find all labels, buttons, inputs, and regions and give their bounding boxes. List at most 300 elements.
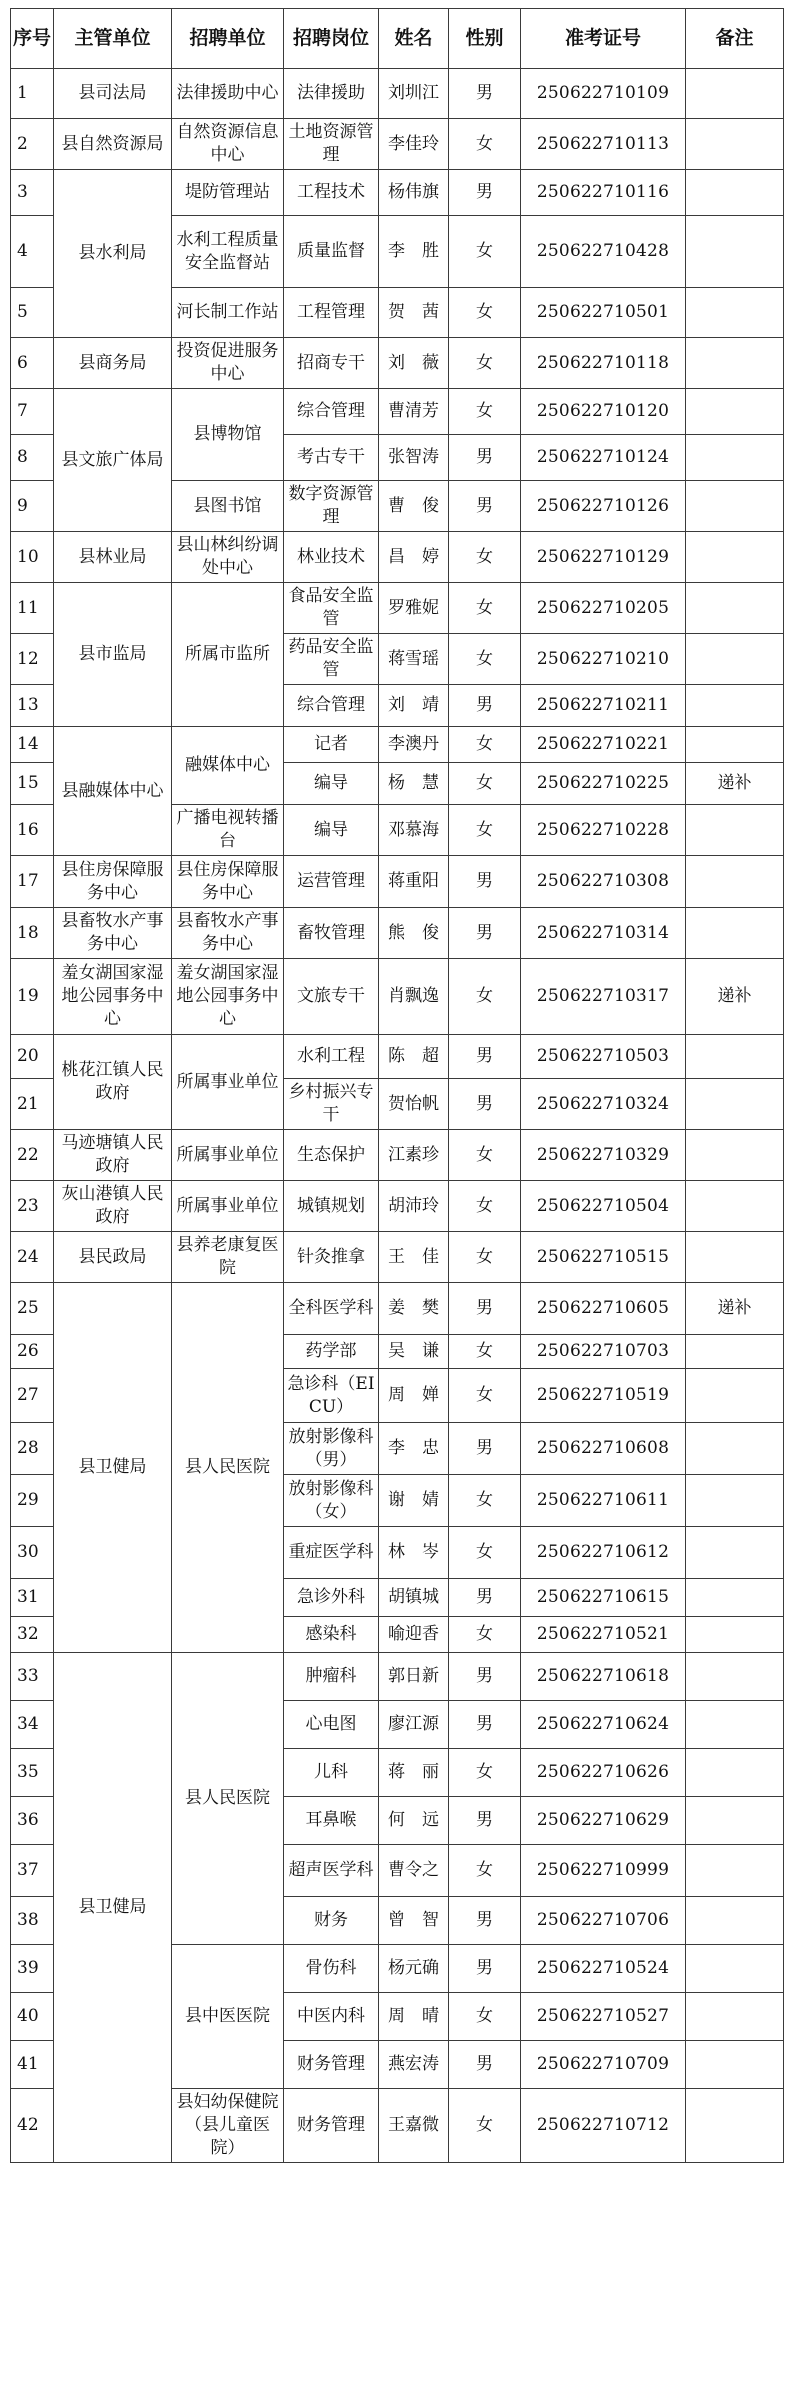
seq-cell: 35	[11, 1749, 54, 1797]
unit-cell: 县养老康复医院	[172, 1232, 284, 1283]
unit-cell: 所属市监所	[172, 583, 284, 727]
gender-cell: 女	[449, 119, 521, 170]
gender-cell: 女	[449, 1527, 521, 1579]
exam-cell: 250622710703	[521, 1335, 686, 1369]
note-cell	[686, 1653, 784, 1701]
note-cell	[686, 69, 784, 119]
exam-cell: 250622710503	[521, 1035, 686, 1079]
post-cell: 考古专干	[284, 435, 379, 481]
table-row	[11, 1130, 784, 1181]
unit-cell: 县人民医院	[172, 1653, 284, 1945]
gender-cell: 女	[449, 763, 521, 805]
dept-cell: 县市监局	[54, 583, 172, 727]
seq-cell: 17	[11, 856, 54, 908]
gender-cell: 男	[449, 1035, 521, 1079]
note-cell	[686, 1423, 784, 1475]
gender-cell: 女	[449, 2089, 521, 2163]
gender-cell: 男	[449, 170, 521, 216]
table-row	[11, 908, 784, 959]
post-cell: 文旅专干	[284, 959, 379, 1035]
table-row	[11, 1653, 784, 1701]
gender-cell: 女	[449, 1993, 521, 2041]
seq-cell: 40	[11, 1993, 54, 2041]
name-cell: 胡沛玲	[379, 1181, 449, 1232]
dept-cell: 县文旅广体局	[54, 389, 172, 532]
note-cell	[686, 1993, 784, 2041]
dept-cell: 马迹塘镇人民政府	[54, 1130, 172, 1181]
post-cell: 放射影像科（女）	[284, 1475, 379, 1527]
unit-cell: 所属事业单位	[172, 1181, 284, 1232]
note-cell	[686, 1475, 784, 1527]
note-cell: 递补	[686, 1283, 784, 1335]
post-cell: 感染科	[284, 1617, 379, 1653]
seq-cell: 34	[11, 1701, 54, 1749]
seq-cell: 5	[11, 288, 54, 338]
exam-cell: 250622710618	[521, 1653, 686, 1701]
gender-cell: 女	[449, 532, 521, 583]
name-cell: 李 忠	[379, 1423, 449, 1475]
post-cell: 林业技术	[284, 532, 379, 583]
header-row	[11, 9, 784, 69]
unit-cell: 所属事业单位	[172, 1130, 284, 1181]
post-cell: 中医内科	[284, 1993, 379, 2041]
seq-cell: 38	[11, 1897, 54, 1945]
name-cell: 李 胜	[379, 216, 449, 288]
note-cell	[686, 481, 784, 532]
gender-cell: 男	[449, 685, 521, 727]
seq-cell: 23	[11, 1181, 54, 1232]
note-cell	[686, 435, 784, 481]
exam-cell: 250622710109	[521, 69, 686, 119]
note-cell	[686, 1369, 784, 1423]
name-cell: 熊 俊	[379, 908, 449, 959]
post-cell: 畜牧管理	[284, 908, 379, 959]
seq-cell: 33	[11, 1653, 54, 1701]
post-cell: 生态保护	[284, 1130, 379, 1181]
seq-cell: 14	[11, 727, 54, 763]
name-cell: 王嘉微	[379, 2089, 449, 2163]
name-cell: 杨 慧	[379, 763, 449, 805]
table-row	[11, 1035, 784, 1079]
name-cell: 罗雅妮	[379, 583, 449, 634]
post-cell: 法律援助	[284, 69, 379, 119]
post-cell: 药学部	[284, 1335, 379, 1369]
seq-cell: 24	[11, 1232, 54, 1283]
unit-cell: 县博物馆	[172, 389, 284, 481]
gender-cell: 女	[449, 288, 521, 338]
unit-cell: 羞女湖国家湿地公园事务中心	[172, 959, 284, 1035]
gender-cell: 女	[449, 1335, 521, 1369]
post-cell: 运营管理	[284, 856, 379, 908]
note-cell	[686, 634, 784, 685]
exam-cell: 250622710205	[521, 583, 686, 634]
gender-cell: 女	[449, 216, 521, 288]
name-cell: 曾 智	[379, 1897, 449, 1945]
post-cell: 急诊外科	[284, 1579, 379, 1617]
seq-cell: 15	[11, 763, 54, 805]
exam-cell: 250622710126	[521, 481, 686, 532]
seq-cell: 6	[11, 338, 54, 389]
header-exam: 准考证号	[521, 9, 686, 69]
seq-cell: 42	[11, 2089, 54, 2163]
gender-cell: 男	[449, 1079, 521, 1130]
name-cell: 曹令之	[379, 1845, 449, 1897]
exam-cell: 250622710225	[521, 763, 686, 805]
name-cell: 李澳丹	[379, 727, 449, 763]
exam-cell: 250622710519	[521, 1369, 686, 1423]
post-cell: 财务管理	[284, 2089, 379, 2163]
unit-cell: 县人民医院	[172, 1283, 284, 1653]
note-cell	[686, 1079, 784, 1130]
unit-cell: 河长制工作站	[172, 288, 284, 338]
table-row	[11, 856, 784, 908]
note-cell	[686, 727, 784, 763]
exam-cell: 250622710221	[521, 727, 686, 763]
table-row	[11, 119, 784, 170]
unit-cell: 投资促进服务中心	[172, 338, 284, 389]
post-cell: 数字资源管理	[284, 481, 379, 532]
name-cell: 江素珍	[379, 1130, 449, 1181]
table-body	[11, 69, 784, 2163]
seq-cell: 13	[11, 685, 54, 727]
unit-cell: 自然资源信息中心	[172, 119, 284, 170]
note-cell	[686, 856, 784, 908]
note-cell	[686, 1749, 784, 1797]
exam-cell: 250622710308	[521, 856, 686, 908]
name-cell: 邓慕海	[379, 805, 449, 856]
exam-cell: 250622710129	[521, 532, 686, 583]
name-cell: 张智涛	[379, 435, 449, 481]
note-cell	[686, 2089, 784, 2163]
exam-cell: 250622710999	[521, 1845, 686, 1897]
unit-cell: 融媒体中心	[172, 727, 284, 805]
unit-cell: 县妇幼保健院（县儿童医院）	[172, 2089, 284, 2163]
post-cell: 工程管理	[284, 288, 379, 338]
exam-cell: 250622710116	[521, 170, 686, 216]
table-row	[11, 69, 784, 119]
note-cell	[686, 2041, 784, 2089]
note-cell: 递补	[686, 959, 784, 1035]
dept-cell: 县自然资源局	[54, 119, 172, 170]
unit-cell: 县住房保障服务中心	[172, 856, 284, 908]
post-cell: 肿瘤科	[284, 1653, 379, 1701]
seq-cell: 27	[11, 1369, 54, 1423]
post-cell: 城镇规划	[284, 1181, 379, 1232]
name-cell: 刘 靖	[379, 685, 449, 727]
name-cell: 何 远	[379, 1797, 449, 1845]
name-cell: 刘 薇	[379, 338, 449, 389]
exam-cell: 250622710706	[521, 1897, 686, 1945]
note-cell	[686, 170, 784, 216]
gender-cell: 女	[449, 1617, 521, 1653]
unit-cell: 所属事业单位	[172, 1035, 284, 1130]
exam-cell: 250622710324	[521, 1079, 686, 1130]
post-cell: 儿科	[284, 1749, 379, 1797]
exam-cell: 250622710521	[521, 1617, 686, 1653]
post-cell: 超声医学科	[284, 1845, 379, 1897]
exam-cell: 250622710211	[521, 685, 686, 727]
dept-cell: 桃花江镇人民政府	[54, 1035, 172, 1130]
table-row	[11, 170, 784, 216]
name-cell: 林 岑	[379, 1527, 449, 1579]
note-cell	[686, 685, 784, 727]
note-cell	[686, 583, 784, 634]
seq-cell: 37	[11, 1845, 54, 1897]
exam-cell: 250622710712	[521, 2089, 686, 2163]
dept-cell: 县畜牧水产事务中心	[54, 908, 172, 959]
table-row	[11, 959, 784, 1035]
dept-cell: 县林业局	[54, 532, 172, 583]
exam-cell: 250622710428	[521, 216, 686, 288]
exam-cell: 250622710314	[521, 908, 686, 959]
seq-cell: 41	[11, 2041, 54, 2089]
dept-cell: 县司法局	[54, 69, 172, 119]
post-cell: 重症医学科	[284, 1527, 379, 1579]
header-gender: 性别	[449, 9, 521, 69]
exam-cell: 250622710612	[521, 1527, 686, 1579]
post-cell: 财务	[284, 1897, 379, 1945]
gender-cell: 男	[449, 1945, 521, 1993]
post-cell: 招商专干	[284, 338, 379, 389]
exam-cell: 250622710709	[521, 2041, 686, 2089]
exam-cell: 250622710524	[521, 1945, 686, 1993]
gender-cell: 男	[449, 1897, 521, 1945]
exam-cell: 250622710515	[521, 1232, 686, 1283]
dept-cell: 县商务局	[54, 338, 172, 389]
post-cell: 综合管理	[284, 685, 379, 727]
post-cell: 记者	[284, 727, 379, 763]
exam-cell: 250622710626	[521, 1749, 686, 1797]
post-cell: 综合管理	[284, 389, 379, 435]
gender-cell: 女	[449, 389, 521, 435]
post-cell: 急诊科（EICU）	[284, 1369, 379, 1423]
seq-cell: 18	[11, 908, 54, 959]
exam-cell: 250622710124	[521, 435, 686, 481]
gender-cell: 女	[449, 1232, 521, 1283]
name-cell: 胡镇城	[379, 1579, 449, 1617]
gender-cell: 男	[449, 1283, 521, 1335]
dept-cell: 县卫健局	[54, 1283, 172, 1653]
unit-cell: 县畜牧水产事务中心	[172, 908, 284, 959]
exam-cell: 250622710615	[521, 1579, 686, 1617]
seq-cell: 3	[11, 170, 54, 216]
unit-cell: 水利工程质量安全监督站	[172, 216, 284, 288]
seq-cell: 20	[11, 1035, 54, 1079]
name-cell: 吴 谦	[379, 1335, 449, 1369]
gender-cell: 女	[449, 959, 521, 1035]
dept-cell: 县水利局	[54, 170, 172, 338]
dept-cell: 灰山港镇人民政府	[54, 1181, 172, 1232]
header-post: 招聘岗位	[284, 9, 379, 69]
name-cell: 周 晴	[379, 1993, 449, 2041]
results-table	[10, 8, 784, 2163]
gender-cell: 男	[449, 481, 521, 532]
gender-cell: 女	[449, 727, 521, 763]
seq-cell: 29	[11, 1475, 54, 1527]
gender-cell: 女	[449, 1749, 521, 1797]
name-cell: 昌 婷	[379, 532, 449, 583]
seq-cell: 30	[11, 1527, 54, 1579]
name-cell: 曹清芳	[379, 389, 449, 435]
note-cell	[686, 1579, 784, 1617]
gender-cell: 女	[449, 1475, 521, 1527]
note-cell	[686, 1130, 784, 1181]
post-cell: 水利工程	[284, 1035, 379, 1079]
exam-cell: 250622710228	[521, 805, 686, 856]
name-cell: 杨元确	[379, 1945, 449, 1993]
unit-cell: 县山林纠纷调处中心	[172, 532, 284, 583]
seq-cell: 16	[11, 805, 54, 856]
post-cell: 编导	[284, 805, 379, 856]
note-cell	[686, 1797, 784, 1845]
seq-cell: 12	[11, 634, 54, 685]
note-cell: 递补	[686, 763, 784, 805]
post-cell: 放射影像科（男）	[284, 1423, 379, 1475]
table-row	[11, 532, 784, 583]
gender-cell: 男	[449, 69, 521, 119]
table-row	[11, 1232, 784, 1283]
dept-cell: 县民政局	[54, 1232, 172, 1283]
exam-cell: 250622710611	[521, 1475, 686, 1527]
table-row	[11, 583, 784, 634]
exam-cell: 250622710624	[521, 1701, 686, 1749]
seq-cell: 2	[11, 119, 54, 170]
note-cell	[686, 1035, 784, 1079]
name-cell: 陈 超	[379, 1035, 449, 1079]
unit-cell: 县图书馆	[172, 481, 284, 532]
gender-cell: 男	[449, 1653, 521, 1701]
name-cell: 喻迎香	[379, 1617, 449, 1653]
post-cell: 食品安全监管	[284, 583, 379, 634]
gender-cell: 女	[449, 1181, 521, 1232]
seq-cell: 1	[11, 69, 54, 119]
note-cell	[686, 1845, 784, 1897]
post-cell: 药品安全监管	[284, 634, 379, 685]
post-cell: 工程技术	[284, 170, 379, 216]
post-cell: 针灸推拿	[284, 1232, 379, 1283]
gender-cell: 女	[449, 1130, 521, 1181]
seq-cell: 31	[11, 1579, 54, 1617]
gender-cell: 女	[449, 583, 521, 634]
post-cell: 骨伤科	[284, 1945, 379, 1993]
name-cell: 蒋重阳	[379, 856, 449, 908]
unit-cell: 堤防管理站	[172, 170, 284, 216]
unit-cell: 法律援助中心	[172, 69, 284, 119]
name-cell: 郭日新	[379, 1653, 449, 1701]
note-cell	[686, 1527, 784, 1579]
seq-cell: 22	[11, 1130, 54, 1181]
exam-cell: 250622710629	[521, 1797, 686, 1845]
dept-cell: 县卫健局	[54, 1653, 172, 2163]
header-seq: 序号	[11, 9, 54, 69]
unit-cell: 广播电视转播台	[172, 805, 284, 856]
name-cell: 廖江源	[379, 1701, 449, 1749]
note-cell	[686, 216, 784, 288]
name-cell: 刘圳江	[379, 69, 449, 119]
table-row	[11, 1283, 784, 1335]
gender-cell: 女	[449, 805, 521, 856]
gender-cell: 男	[449, 1579, 521, 1617]
table-row	[11, 727, 784, 763]
gender-cell: 男	[449, 2041, 521, 2089]
seq-cell: 26	[11, 1335, 54, 1369]
name-cell: 曹 俊	[379, 481, 449, 532]
note-cell	[686, 1181, 784, 1232]
exam-cell: 250622710118	[521, 338, 686, 389]
exam-cell: 250622710210	[521, 634, 686, 685]
note-cell	[686, 908, 784, 959]
exam-cell: 250622710605	[521, 1283, 686, 1335]
note-cell	[686, 1945, 784, 1993]
gender-cell: 男	[449, 908, 521, 959]
gender-cell: 女	[449, 1845, 521, 1897]
exam-cell: 250622710608	[521, 1423, 686, 1475]
note-cell	[686, 338, 784, 389]
name-cell: 贺怡帆	[379, 1079, 449, 1130]
note-cell	[686, 119, 784, 170]
seq-cell: 32	[11, 1617, 54, 1653]
gender-cell: 女	[449, 338, 521, 389]
gender-cell: 男	[449, 1797, 521, 1845]
table-row	[11, 338, 784, 389]
dept-cell: 县融媒体中心	[54, 727, 172, 856]
note-cell	[686, 532, 784, 583]
table-row	[11, 1181, 784, 1232]
name-cell: 王 佳	[379, 1232, 449, 1283]
seq-cell: 11	[11, 583, 54, 634]
seq-cell: 9	[11, 481, 54, 532]
gender-cell: 女	[449, 634, 521, 685]
seq-cell: 10	[11, 532, 54, 583]
name-cell: 燕宏涛	[379, 2041, 449, 2089]
exam-cell: 250622710317	[521, 959, 686, 1035]
name-cell: 蒋 丽	[379, 1749, 449, 1797]
seq-cell: 4	[11, 216, 54, 288]
name-cell: 杨伟旗	[379, 170, 449, 216]
post-cell: 编导	[284, 763, 379, 805]
note-cell	[686, 1701, 784, 1749]
name-cell: 谢 婧	[379, 1475, 449, 1527]
post-cell: 财务管理	[284, 2041, 379, 2089]
unit-cell: 县中医医院	[172, 1945, 284, 2089]
post-cell: 土地资源管理	[284, 119, 379, 170]
header-name: 姓名	[379, 9, 449, 69]
name-cell: 肖飘逸	[379, 959, 449, 1035]
dept-cell: 县住房保障服务中心	[54, 856, 172, 908]
name-cell: 周 婵	[379, 1369, 449, 1423]
gender-cell: 女	[449, 1369, 521, 1423]
seq-cell: 28	[11, 1423, 54, 1475]
note-cell	[686, 1335, 784, 1369]
note-cell	[686, 389, 784, 435]
note-cell	[686, 805, 784, 856]
exam-cell: 250622710527	[521, 1993, 686, 2041]
seq-cell: 7	[11, 389, 54, 435]
post-cell: 耳鼻喉	[284, 1797, 379, 1845]
exam-cell: 250622710329	[521, 1130, 686, 1181]
seq-cell: 36	[11, 1797, 54, 1845]
name-cell: 姜 樊	[379, 1283, 449, 1335]
post-cell: 全科医学科	[284, 1283, 379, 1335]
note-cell	[686, 1897, 784, 1945]
table-row	[11, 389, 784, 435]
seq-cell: 39	[11, 1945, 54, 1993]
exam-cell: 250622710501	[521, 288, 686, 338]
post-cell: 乡村振兴专干	[284, 1079, 379, 1130]
seq-cell: 8	[11, 435, 54, 481]
header-dept: 主管单位	[54, 9, 172, 69]
seq-cell: 25	[11, 1283, 54, 1335]
